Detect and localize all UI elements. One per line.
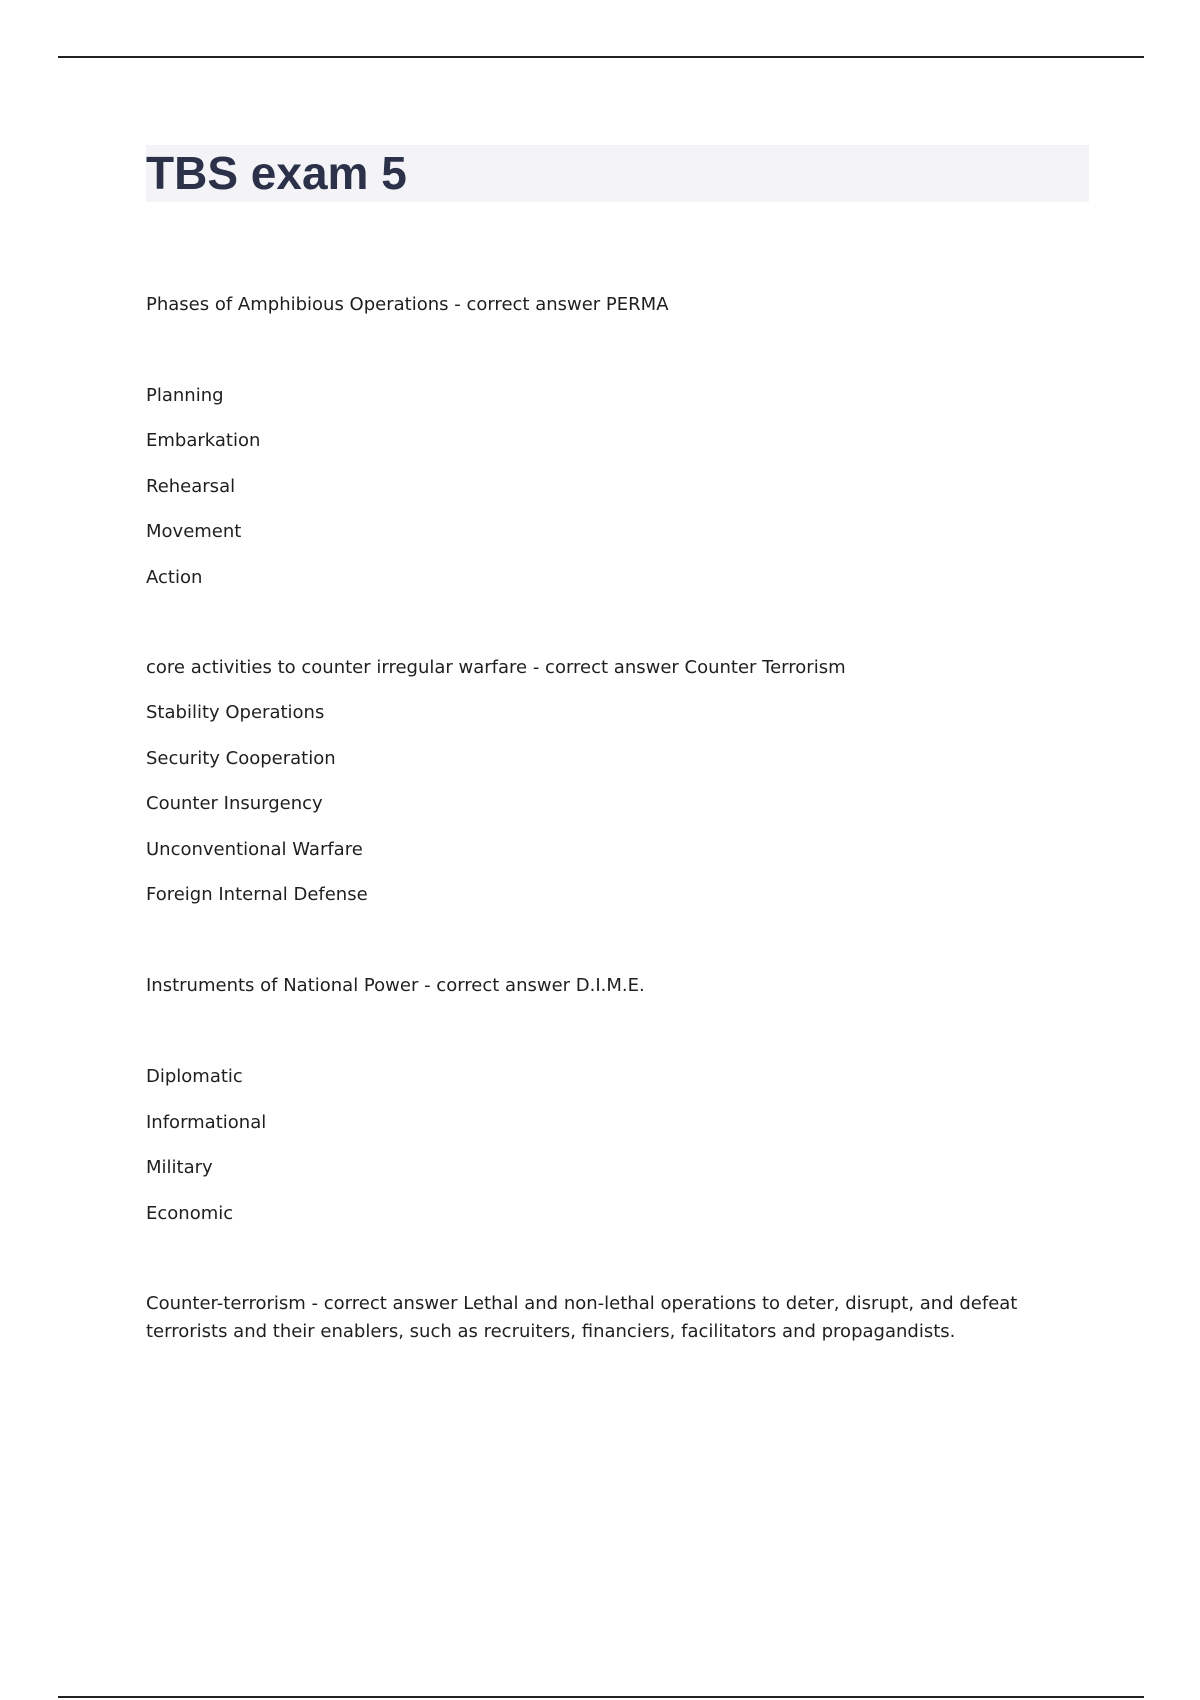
list-item-stability-operations: Stability Operations	[146, 702, 325, 723]
list-item-rehearsal: Rehearsal	[146, 476, 236, 497]
question-counter-terrorism: Counter-terrorism - correct answer Lethal and non-lethal operations to deter, disrupt, and defeat terrorists and their enablers, such as recruiters, financiers, facilitators and propagandists.	[146, 1293, 1018, 1342]
page-title: TBS exam 5	[146, 147, 407, 199]
question-irregular-warfare: core activities to counter irregular warfare - correct answer Counter Terrorism	[146, 657, 846, 678]
question-national-power: Instruments of National Power - correct answer D.I.M.E.	[146, 975, 645, 996]
list-item-diplomatic: Diplomatic	[146, 1066, 243, 1087]
list-item-informational: Informational	[146, 1112, 267, 1133]
list-item-movement: Movement	[146, 521, 242, 542]
question-amphibious-phases: Phases of Amphibious Operations - correct answer PERMA	[146, 294, 669, 315]
list-item-action: Action	[146, 567, 203, 588]
list-item-unconventional-warfare: Unconventional Warfare	[146, 839, 363, 860]
list-item-military: Military	[146, 1157, 213, 1178]
list-item-security-cooperation: Security Cooperation	[146, 748, 336, 769]
list-item-foreign-internal-defense: Foreign Internal Defense	[146, 884, 368, 905]
list-item-economic: Economic	[146, 1203, 234, 1224]
list-item-planning: Planning	[146, 385, 224, 406]
list-item-embarkation: Embarkation	[146, 430, 261, 451]
top-divider	[58, 56, 1144, 58]
bottom-divider	[58, 1696, 1144, 1698]
list-item-counter-insurgency: Counter Insurgency	[146, 793, 323, 814]
